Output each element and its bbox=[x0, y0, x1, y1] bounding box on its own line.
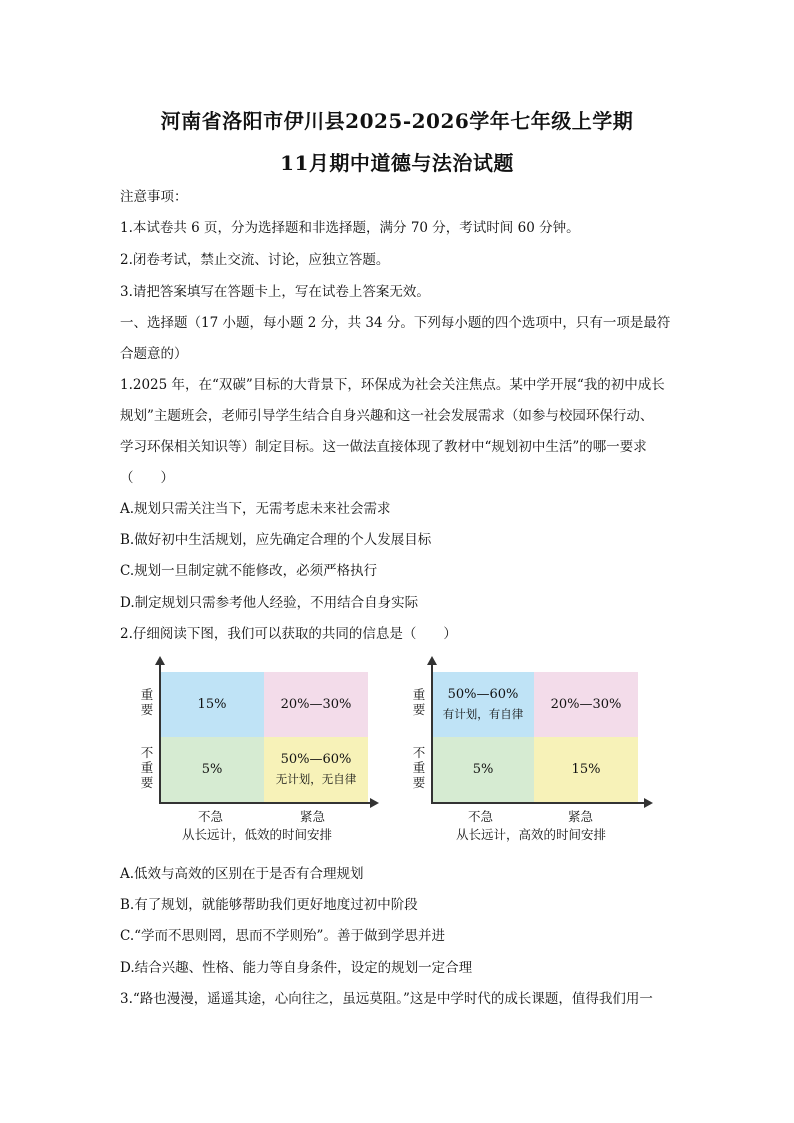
section-heading-line2: 合题意的） bbox=[120, 346, 188, 362]
y-axis-arrow bbox=[427, 656, 437, 665]
q1-option-a: A.规划只需关注当下，无需考虑未来社会需求 bbox=[120, 501, 391, 517]
cell-value: 50%—60% bbox=[447, 687, 519, 702]
y-label-not-important: 不重要 bbox=[412, 745, 426, 790]
cell-not-important-urgent bbox=[264, 737, 368, 802]
cell-important-urgent bbox=[534, 672, 638, 737]
cell-value: 15% bbox=[571, 762, 601, 777]
cell-value: 20%—30% bbox=[280, 697, 352, 712]
cell-not-important-not-urgent bbox=[432, 737, 534, 802]
cell-value: 5% bbox=[472, 762, 494, 777]
notice-item-3: 3.请把答案填写在答题卡上，写在试卷上答案无效。 bbox=[120, 284, 430, 300]
q1-blank: （ ） bbox=[120, 470, 174, 486]
q2-option-b: B.有了规划，就能够帮助我们更好地度过初中阶段 bbox=[120, 897, 418, 913]
y-label-important: 重要 bbox=[412, 687, 426, 717]
q1-stem-line3: 学习环保相关知识等）制定目标。这一做法直接体现了教材中“规划初中生活”的哪一要求 bbox=[120, 439, 647, 455]
notice-heading: 注意事项： bbox=[120, 189, 188, 205]
cell-not-important-not-urgent bbox=[160, 737, 264, 802]
x-label-not-urgent: 不急 bbox=[468, 809, 494, 824]
x-label-not-urgent: 不急 bbox=[198, 809, 224, 824]
y-axis bbox=[159, 663, 161, 803]
cell-value: 5% bbox=[201, 762, 223, 777]
q1-option-d: D.制定规划只需参考他人经验，不用结合自身实际 bbox=[120, 595, 419, 611]
y-label-important: 重要 bbox=[140, 687, 154, 717]
figure-caption: 从长远计，高效的时间安排 bbox=[456, 827, 607, 842]
notice-item-2: 2.闭卷考试，禁止交流、讨论，应独立答题。 bbox=[120, 252, 390, 268]
cell-value: 15% bbox=[197, 697, 227, 712]
q1-stem-line2: 规划”主题班会，老师引导学生结合自身兴趣和这一社会发展需求（如参与校园环保行动、 bbox=[120, 408, 654, 424]
cell-not-important-urgent bbox=[534, 737, 638, 802]
cell-important-urgent bbox=[264, 672, 368, 737]
y-axis-arrow bbox=[155, 656, 165, 665]
q3-stem-line1: 3.“路也漫漫，遥遥其途，心向往之，虽远莫阻。”这是中学时代的成长课题，值得我们用一 bbox=[120, 991, 653, 1007]
section-heading-line1: 一、选择题（17 小题，每小题 2 分，共 34 分。下列每小题的四个选项中，只有一项是最符 bbox=[120, 315, 671, 331]
q1-stem-line1: 1.2025 年，在“双碳”目标的大背景下，环保成为社会关注焦点。某中学开展“我的初中成长 bbox=[120, 377, 665, 393]
x-axis-arrow bbox=[370, 798, 379, 808]
y-axis bbox=[431, 663, 433, 803]
x-label-urgent: 紧急 bbox=[568, 809, 594, 824]
cell-value: 20%—30% bbox=[550, 697, 622, 712]
cell-note: 无计划，无自律 bbox=[275, 772, 357, 786]
q2-option-d: D.结合兴趣、性格、能力等自身条件，设定的规划一定合理 bbox=[120, 960, 473, 976]
cell-important-not-urgent bbox=[432, 672, 534, 737]
page-title-line1: 河南省洛阳市伊川县2025-2026学年七年级上学期 bbox=[160, 109, 634, 133]
cell-important-not-urgent bbox=[160, 672, 264, 737]
notice-item-1: 1.本试卷共 6 页，分为选择题和非选择题，满分 70 分，考试时间 60 分钟。 bbox=[120, 220, 580, 236]
y-label-not-important: 不重要 bbox=[140, 745, 154, 790]
x-axis bbox=[431, 802, 646, 804]
q2-stem: 2.仔细阅读下图，我们可以获取的共同的信息是（ ） bbox=[120, 626, 457, 642]
q1-option-b: B.做好初中生活规划，应先确定合理的个人发展目标 bbox=[120, 532, 432, 548]
x-axis bbox=[159, 802, 372, 804]
x-label-urgent: 紧急 bbox=[300, 809, 326, 824]
time-matrix-low-efficiency bbox=[140, 655, 380, 845]
page-title-line2: 11月期中道德与法治试题 bbox=[280, 151, 514, 175]
q2-option-a: A.低效与高效的区别在于是否有合理规划 bbox=[120, 866, 364, 882]
cell-note: 有计划，有自律 bbox=[442, 707, 524, 721]
q1-option-c: C.规划一旦制定就不能修改，必须严格执行 bbox=[120, 563, 378, 579]
q2-option-c: C.“学而不思则罔，思而不学则殆”。善于做到学思并进 bbox=[120, 928, 445, 944]
time-matrix-high-efficiency bbox=[412, 655, 652, 845]
x-axis-arrow bbox=[644, 798, 653, 808]
figure-caption: 从长远计，低效的时间安排 bbox=[182, 827, 333, 842]
cell-value: 50%—60% bbox=[280, 752, 352, 767]
